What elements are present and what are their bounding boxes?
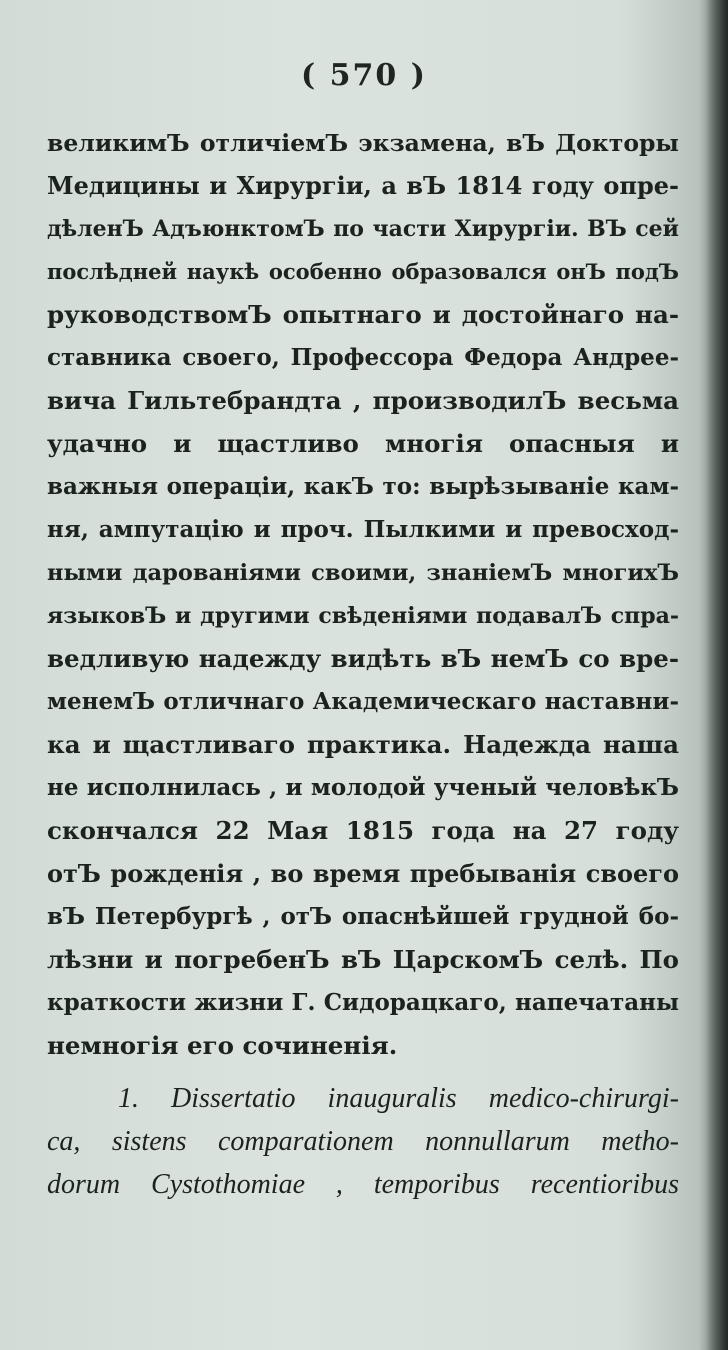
- text-line: не исполнилась , и молодой ученый человѣкЪ: [47, 774, 679, 801]
- text-line: Медицины и Хирургіи, а вЪ 1814 году опре-: [47, 171, 679, 200]
- text-line: послѣдней наукѣ особенно образовался онЪ подЪ: [47, 259, 679, 284]
- text-line: отЪ рожденія , во время пребыванія своего: [47, 859, 679, 888]
- text-line: ставника своего, Профессора Федора Андрее-: [47, 344, 679, 371]
- text-line: скончался 22 Мая 1815 года на 27 году: [47, 816, 679, 845]
- page-number: ( 570 ): [301, 58, 427, 93]
- text-line: руководствомЪ опытнаго и достойнаго на-: [47, 300, 679, 329]
- text-line: ня, ампутацію и проч. Пылкими и превосход-: [47, 516, 679, 543]
- entry-line: dorum Cystothomiae , temporibus recentioribus: [47, 1169, 679, 1200]
- entry-line: ca, sistens comparationem nonnullarum metho-: [47, 1126, 679, 1157]
- text-line: языковЪ и другими свѣденіями подавалЪ спра-: [47, 603, 679, 629]
- text-line: краткости жизни Г. Сидорацкаго, напечатаны: [47, 989, 679, 1016]
- entry-line: 1. Dissertatio inauguralis medico-chirurgi-: [118, 1083, 679, 1114]
- text-line: лѣзни и погребенЪ вЪ ЦарскомЪ селѣ. По: [47, 945, 679, 974]
- text-line: менемЪ отличнаго Академическаго наставни-: [47, 688, 679, 715]
- text-line: дѣленЪ АдъюнктомЪ по части Хирургіи. ВЪ сей: [47, 216, 679, 242]
- text-line: ка и щастливаго практика. Надежда наша: [47, 730, 679, 759]
- text-line: великимЪ отличіемЪ экзамена, вЪ Докторы: [47, 129, 679, 157]
- text-line: вЪ Петербургѣ , отЪ опаснѣйшей грудной бо-: [47, 903, 679, 930]
- text-line: немногія его сочиненія.: [47, 1031, 398, 1060]
- text-line: ными дарованіями своими, знаніемЪ многихЪ: [47, 560, 679, 586]
- binding-shadow: [706, 0, 728, 1350]
- text-line: вича Гильтебрандта , производилЪ весьма: [47, 386, 679, 415]
- text-line: удачно и щастливо многія опасныя и: [47, 429, 679, 458]
- text-line: ведливую надежду видѣть вЪ немЪ со вре-: [47, 644, 679, 673]
- text-line: важныя операціи, какЪ то: вырѣзываніе кам-: [47, 473, 679, 500]
